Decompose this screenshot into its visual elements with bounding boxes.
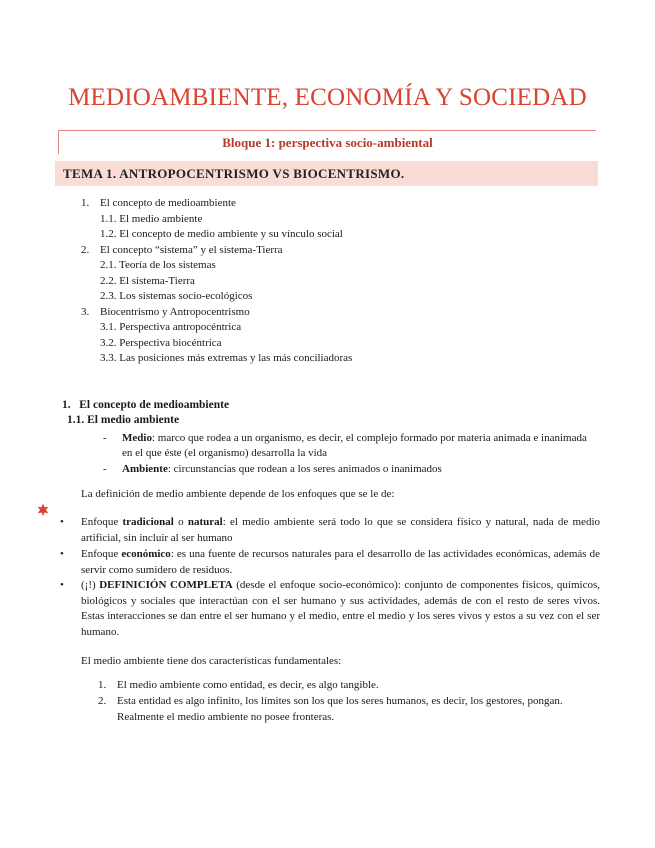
toc-item: 1. El concepto de medioambiente — [81, 197, 236, 209]
characteristic-item: 1. El medio ambiente como entidad, es decir, es algo tangible. — [98, 679, 379, 691]
bloque-heading: Bloque 1: perspectiva socio-ambiental — [58, 130, 596, 154]
toc-subitem: 1.1. El medio ambiente — [100, 212, 203, 225]
bullet-definicion-completa: • (¡!) DEFINICIÓN COMPLETA (desde el enfoque socio-económico): conjunto de componentes físicos, químicos, biológicos y sociales que interactúan con el ser humano y sus actividades, además de con el resto de seres vivos. Estas interacciones se dan entre el ser humano y el medio, entre el medio y los seres vivos y estos a su vez con el ser humano. — [60, 579, 600, 638]
toc-subitem: 3.1. Perspectiva antropocéntrica — [100, 321, 242, 333]
section-heading: 1. El concepto de medioambiente — [62, 399, 230, 411]
definition-ambiente: - Ambiente: circunstancias que rodean a los seres animados o inanimados — [103, 463, 442, 475]
toc-subitem: 1.2. El concepto de medio ambiente y su vínculo social — [100, 228, 343, 240]
enfoques-intro: La definición de medio ambiente depende de los enfoques que se le de: — [81, 488, 395, 500]
subsection-heading: 1.1. El medio ambiente — [67, 414, 180, 426]
tema-heading: TEMA 1. ANTROPOCENTRISMO VS BIOCENTRISMO. — [55, 161, 598, 186]
toc-subitem: 2.1. Teoría de los sistemas — [100, 259, 216, 271]
toc-item: 2. El concepto “sistema” y el sistema-Tierra — [81, 243, 283, 256]
toc-subitem: 3.2. Perspectiva biocéntrica — [100, 336, 222, 349]
characteristics-intro: El medio ambiente tiene dos características fundamentales: — [81, 655, 342, 667]
document-title: MEDIOAMBIENTE, ECONOMÍA Y SOCIEDAD — [68, 84, 587, 111]
star-icon — [36, 503, 50, 517]
toc-item: 3. Biocentrismo y Antropocentrismo — [81, 305, 250, 318]
bullet-enfoque-tradicional: • Enfoque tradicional o natural: el medio ambiente será todo lo que se considera físico y natural, nada de medio artificial, sin incluir al ser humano — [60, 516, 600, 544]
bullet-enfoque-economico: • Enfoque económico: es una fuente de recursos naturales para el desarrollo de las actividades económicas, además de servir como sumidero de residuos. — [60, 548, 600, 576]
definition-medio: - Medio: marco que rodea a un organismo, es decir, el complejo formado por materia animada e inanimada en el que éste (el organismo) desarrolla la vida — [103, 432, 587, 459]
toc-subitem: 3.3. Las posiciones más extremas y las más conciliadoras — [100, 352, 353, 364]
characteristic-item: 2. Esta entidad es algo infinito, los límites son los que los seres humanos, es decir, los gestores, pongan. Realmente el medio ambiente no posee fronteras. — [98, 695, 563, 723]
table-of-contents — [0, 196, 655, 367]
toc-subitem: 2.3. Los sistemas socio-ecológicos — [100, 290, 253, 302]
toc-subitem: 2.2. El sistema-Tierra — [100, 274, 195, 287]
